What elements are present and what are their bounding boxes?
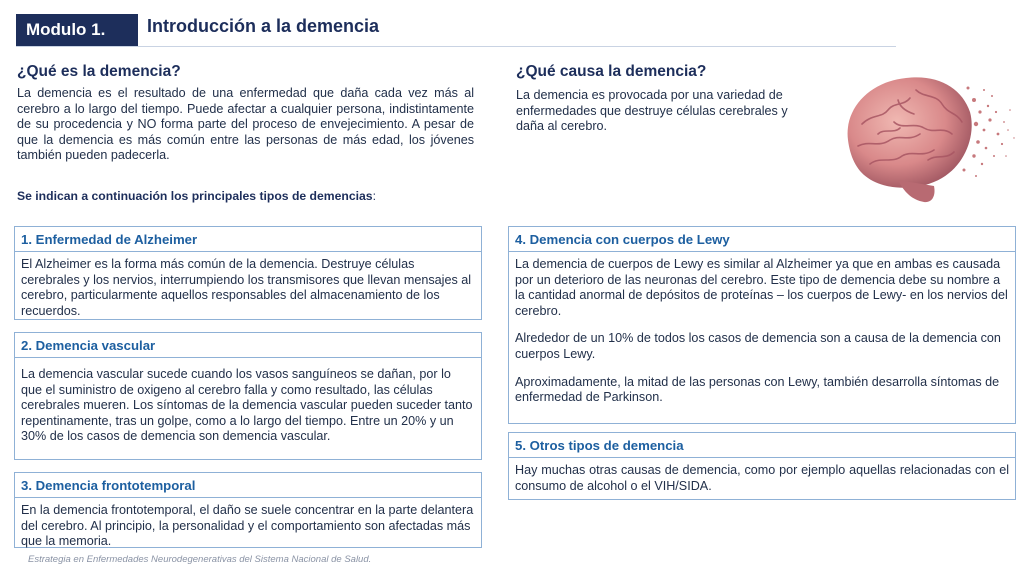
type-box-vascular [14,332,482,460]
type-box-alzheimer [14,226,482,320]
type-text: La demencia vascular sucede cuando los vasos sanguíneos se dañan, por lo que el suministro de oxigeno al cerebro falla y como resultado, las células cerebrales mueren. Los síntomas de la demencia vascular pueden suceder tanto repentinamente, tras un golpe, como a lo largo del tiempo. Entre un 20% y un 30% de los casos de demencia son demencia vascular. [21,367,473,444]
type-box-lewy [508,226,1016,424]
type-text: En la demencia frontotemporal, el daño se suele concentrar en la parte delantera del cerebro. Al principio, la personalidad y el comportamiento son afectadas más que la memoria. [21,503,474,549]
left-heading: ¿Qué es la demencia? [17,63,181,80]
right-heading: ¿Qué causa la demencia? [516,63,707,80]
types-intro [17,189,376,203]
brain-icon [838,60,1018,210]
left-paragraph: La demencia es el resultado de una enfermedad que daña cada vez más al cerebro a lo largo del tiempo. Puede afectar a cualquier persona, indistintamente de su procedencia y NO forma parte del proceso de envejecimiento. A pesar de que la demencia es más común entre las personas de más edad, los jóvenes también pueden padecerla. [17,86,474,163]
module-title: Introducción a la demencia [147,16,380,36]
type-title: 4. Demencia con cuerpos de Lewy [509,227,1015,252]
header-divider [16,46,896,47]
type-text: La demencia de cuerpos de Lewy es similar al Alzheimer ya que en ambas es causada por un deterioro de las neuronas del cerebro. Este tipo de demencia debe su nombre a la cantidad anormal de depósitos de proteínas – los cuerpos de Lewy- en los nervios del cerebro. [515,257,1008,318]
type-title: 1. Enfermedad de Alzheimer [15,227,481,252]
type-text: Hay muchas otras causas de demencia, como por ejemplo aquellas relacionadas con el consumo de alcohol o el VIH/SIDA. [515,463,1009,493]
type-title: 2. Demencia vascular [15,333,481,358]
types-intro-text: Se indican a continuación los principales tipos de demencias [17,189,373,203]
type-text: El Alzheimer es la forma más común de la demencia. Destruye células cerebrales y los nervios, interrumpiendo los transmisores que llevan mensajes al cerebro, particularmente aquellos responsables del almacenamiento de los recuerdos. [21,257,472,318]
type-text: Aproximadamente, la mitad de las personas con Lewy, también desarrolla síntomas de enfermedad de Parkinson. [515,374,1000,405]
type-box-frontotemporal [14,472,482,548]
module-tag: Modulo 1. [16,14,138,46]
type-text: Alrededor de un 10% de todos los casos de demencia son a causa de la demencia con cuerpos Lewy. [515,331,1001,361]
footer-source: Estrategia en Enfermedades Neurodegenerativas del Sistema Nacional de Salud. [28,554,372,565]
type-title: 3. Demencia frontotemporal [15,473,481,498]
type-title: 5. Otros tipos de demencia [509,433,1015,458]
type-box-other [508,432,1016,500]
right-paragraph: La demencia es provocada por una variedad de enfermedades que destruye células cerebrales y daña al cerebro. [516,88,788,134]
types-intro-colon: : [372,189,376,203]
